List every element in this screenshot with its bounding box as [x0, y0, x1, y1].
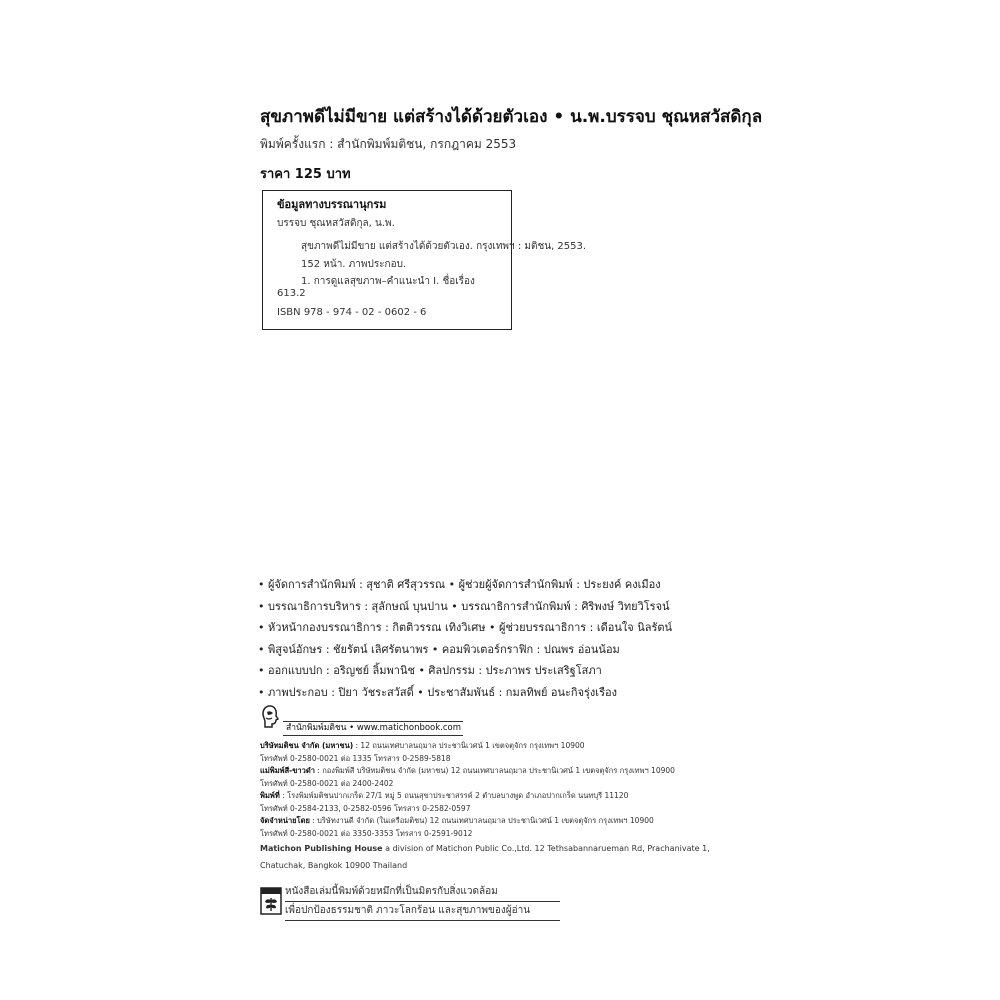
- eco-note-line: เพื่อปกป้องธรรมชาติ ภาวะโลกร้อน และสุขภาพของผู้อ่าน: [285, 905, 531, 916]
- class-number: 613.2: [277, 288, 306, 299]
- eco-leaf-icon: [260, 887, 282, 915]
- isbn: ISBN 978 - 974 - 02 - 0602 - 6: [277, 307, 427, 318]
- address-line: จัดจำหน่ายโดย : บริษัทงานดี จำกัด (ในเครือมติชน) 12 ถนนเทศบาลนฤมาล ประชานิเวศน์ 1 เขตจตุจักร กรุงเทพฯ 10900: [260, 816, 654, 825]
- cataloging-line: 1. การดูแลสุขภาพ–คำแนะนำ I. ชื่อเรื่อง: [301, 276, 475, 287]
- publisher-bar-text: สำนักพิมพ์มติชน • www.matichonbook.com: [286, 723, 462, 733]
- address-line: พิมพ์ที่ : โรงพิมพ์มติชนปากเกร็ด 27/1 หมู่ 5 ถนนสุขาประชาสรรค์ 2 ตำบลบางพูด อำเภอปากเกร็ด นนทบุรี 11120: [260, 791, 629, 800]
- address-line: โทรศัพท์ 0-2580-0021 ต่อ 2400-2402: [260, 778, 394, 788]
- english-address-2: Chatuchak, Bangkok 10900 Thailand: [260, 861, 408, 870]
- credit-line: • ภาพประกอบ : ปิยา วัชระสวัสดิ์ • ประชาสัมพันธ์ : กมลทิพย์ อนะกิจรุ่งเรือง: [258, 685, 617, 699]
- address-line: โทรศัพท์ 0-2580-0021 ต่อ 3350-3353 โทรสาร 0-2591-9012: [260, 828, 473, 838]
- eco-note-line: หนังสือเล่มนี้พิมพ์ด้วยหมึกที่เป็นมิตรกับสิ่งแวดล้อม: [285, 886, 498, 897]
- cataloging-line: สุขภาพดีไม่มีขาย แต่สร้างได้ด้วยตัวเอง. กรุงเทพฯ : มติชน, 2553.: [301, 241, 587, 252]
- address-line: แม่พิมพ์สี-ขาวดำ : กองพิมพ์สี บริษัทมติชน จำกัด (มหาชน) 12 ถนนเทศบาลนฤมาล ประชานิเวศน์ 1 เขตจตุจักร กรุงเทพฯ 10900: [260, 766, 675, 775]
- cataloging-heading: ข้อมูลทางบรรณานุกรม: [277, 198, 387, 211]
- credit-line: • ออกแบบปก : อริญชย์ ลิ้มพานิช • ศิลปกรรม : ประภาพร ประเสริฐโสภา: [258, 664, 602, 677]
- credit-line: • บรรณาธิการบริหาร : สุลักษณ์ บุนปาน • บรรณาธิการสำนักพิมพ์ : ศิริพงษ์ วิทยวิโรจน์: [258, 599, 670, 613]
- english-address: a division of Matichon Public Co.,Ltd. 12 Tethsabannarueman Rd, Prachanivate 1,: [382, 844, 710, 853]
- address-line: บริษัทมติชน จำกัด (มหาชน) : 12 ถนนเทศบาลนฤมาล ประชานิเวศน์ 1 เขตจตุจักร กรุงเทพฯ 10900: [260, 741, 585, 750]
- cataloging-author: บรรจบ ชุณหสวัสดิกุล, น.พ.: [277, 218, 395, 229]
- publisher-bar: [283, 721, 463, 736]
- cataloging-line: 152 หน้า. ภาพประกอบ.: [301, 259, 407, 270]
- eco-divider: [285, 901, 560, 902]
- eco-divider: [285, 920, 560, 921]
- cataloging-box: [262, 190, 587, 330]
- address-line: โทรศัพท์ 0-2580-0021 ต่อ 1335 โทรสาร 0-2589-5818: [260, 753, 451, 763]
- price: ราคา 125 บาท: [260, 167, 351, 182]
- english-publisher-info: [260, 840, 730, 874]
- credit-line: • หัวหน้ากองบรรณาธิการ : กิตติวรรณ เทิงวิเศษ • ผู้ช่วยบรรณาธิการ : เดือนใจ นิลรัตน์: [258, 621, 673, 634]
- publisher-logo-icon: [260, 705, 280, 729]
- credit-line: • ผู้จัดการสำนักพิมพ์ : สุชาติ ศรีสุวรรณ • ผู้ช่วยผู้จัดการสำนักพิมพ์ : ประยงค์ คงเมือง: [258, 578, 661, 591]
- address-line: โทรศัพท์ 0-2584-2133, 0-2582-0596 โทรสาร 0-2582-0597: [260, 803, 471, 813]
- publisher-addresses: [260, 740, 720, 840]
- english-publisher-name: Matichon Publishing House: [260, 844, 383, 853]
- credit-line: • พิสูจน์อักษร : ชัยรัตน์ เลิศรัตนาพร • คอมพิวเตอร์กราฟิก : ปณพร อ่อนน้อม: [258, 642, 620, 656]
- staff-credits: [258, 574, 672, 703]
- first-print-info: พิมพ์ครั้งแรก : สำนักพิมพ์มติชน, กรกฎาคม 2553: [260, 137, 517, 151]
- book-title: สุขภาพดีไม่มีขาย แต่สร้างได้ด้วยตัวเอง • น.พ.บรรจบ ชุณหสวัสดิกุล: [260, 107, 763, 127]
